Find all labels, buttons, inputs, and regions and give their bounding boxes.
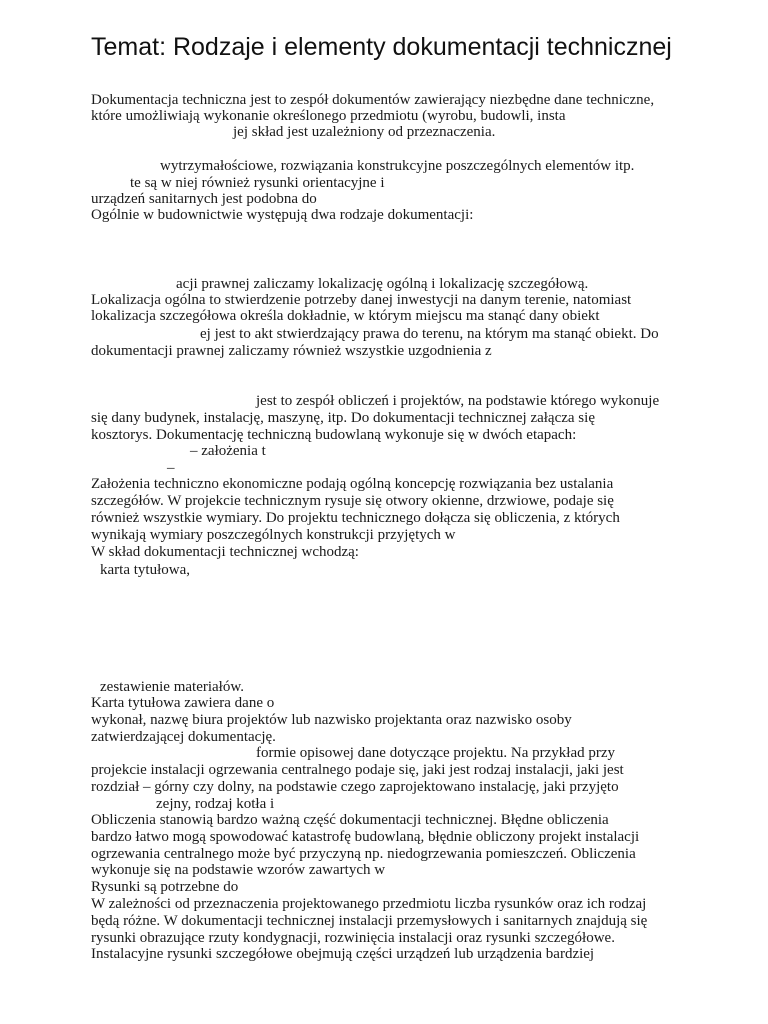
text-line: – założenia t bbox=[190, 443, 266, 459]
text-line: szczegółów. W projekcie technicznym rysuje się otwory okienne, drzwiowe, podaje się bbox=[91, 493, 614, 509]
text-line: W zależności od przeznaczenia projektowanego przedmiotu liczba rysunków oraz ich rodzaj bbox=[91, 896, 647, 912]
text-line: jej skład jest uzależniony od przeznaczenia. bbox=[233, 124, 496, 140]
text-line: również wszystkie wymiary. Do projektu technicznego dołącza się obliczenia, z których bbox=[91, 510, 620, 526]
text-line: projekcie instalacji ogrzewania centralnego podaje się, jaki jest rodzaj instalacji, jaki jest bbox=[91, 762, 624, 778]
text-line: zatwierdzającej dokumentację. bbox=[91, 729, 276, 745]
text-line: wykonał, nazwę biura projektów lub nazwisko projektanta oraz nazwisko osoby bbox=[91, 712, 572, 728]
page-title: Temat: Rodzaje i elementy dokumentacji technicznej bbox=[91, 33, 672, 61]
text-line: kosztorys. Dokumentację techniczną budowlaną wykonuje się w dwóch etapach: bbox=[91, 427, 577, 443]
text-line: Karta tytułowa zawiera dane o bbox=[91, 695, 275, 711]
text-line: Dokumentacja techniczna jest to zespół dokumentów zawierający niezbędne dane techniczne, bbox=[91, 92, 655, 108]
text-line: wynikają wymiary poszczególnych konstrukcji przyjętych w bbox=[91, 527, 456, 543]
list-item: karta tytułowa, bbox=[100, 562, 190, 578]
text-line: rysunki obrazujące rzuty kondygnacji, rozwinięcia instalacji oraz rysunki szczegółowe. bbox=[91, 930, 615, 946]
text-line: ej jest to akt stwierdzający prawa do terenu, na którym ma stanąć obiekt. Do bbox=[200, 326, 659, 342]
text-line: się dany budynek, instalację, maszynę, itp. Do dokumentacji technicznej załącza się bbox=[91, 410, 595, 426]
text-line: bardzo łatwo mogą spowodować katastrofę budowlaną, błędnie obliczony projekt instalacji bbox=[91, 829, 640, 845]
text-line: lokalizacja szczegółowa określa dokładnie, w którym miejscu ma stanąć dany obiekt bbox=[91, 308, 600, 324]
text-line: Ogólnie w budownictwie występują dwa rodzaje dokumentacji: bbox=[91, 207, 474, 223]
text-line: będą różne. W dokumentacji technicznej instalacji przemysłowych i sanitarnych znajdują się bbox=[91, 913, 648, 929]
text-line: W skład dokumentacji technicznej wchodzą: bbox=[91, 544, 359, 560]
list-item: zestawienie materiałów. bbox=[100, 679, 244, 695]
text-line: które umożliwiają wykonanie określonego przedmiotu (wyrobu, budowli, insta bbox=[91, 108, 566, 124]
text-line: ogrzewania centralnego może być przyczyną np. niedogrzewania pomieszczeń. Obliczenia bbox=[91, 846, 636, 862]
text-line: Lokalizacja ogólna to stwierdzenie potrzeby danej inwestycji na danym terenie, natomiast bbox=[91, 292, 632, 308]
text-line: formie opisowej dane dotyczące projektu. Na przykład przy bbox=[256, 745, 616, 761]
text-line: urządzeń sanitarnych jest podobna do bbox=[91, 191, 317, 207]
text-line: wykonuje się na podstawie wzorów zawartych w bbox=[91, 862, 386, 878]
text-line: te są w niej również rysunki orientacyjne i bbox=[130, 175, 385, 191]
text-line: jest to zespół obliczeń i projektów, na podstawie którego wykonuje bbox=[256, 393, 660, 409]
text-line: Założenia techniczno ekonomiczne podają ogólną koncepcję rozwiązania bez ustalania bbox=[91, 476, 614, 492]
text-line: zejny, rodzaj kotła i bbox=[156, 796, 275, 812]
text-line: Rysunki są potrzebne do bbox=[91, 879, 239, 895]
text-line: Obliczenia stanowią bardzo ważną część dokumentacji technicznej. Błędne obliczenia bbox=[91, 812, 609, 828]
text-line: acji prawnej zaliczamy lokalizację ogólną i lokalizację szczegółową. bbox=[176, 276, 589, 292]
text-line: dokumentacji prawnej zaliczamy również wszystkie uzgodnienia z bbox=[91, 343, 492, 359]
text-line: Instalacyjne rysunki szczegółowe obejmują części urządzeń lub urządzenia bardziej bbox=[91, 946, 595, 962]
text-line: rozdział – górny czy dolny, na podstawie czego zaprojektowano instalację, jaki przyjęto bbox=[91, 779, 619, 795]
text-line: – bbox=[167, 460, 175, 476]
text-line: wytrzymałościowe, rozwiązania konstrukcyjne poszczególnych elementów itp. bbox=[160, 158, 635, 174]
